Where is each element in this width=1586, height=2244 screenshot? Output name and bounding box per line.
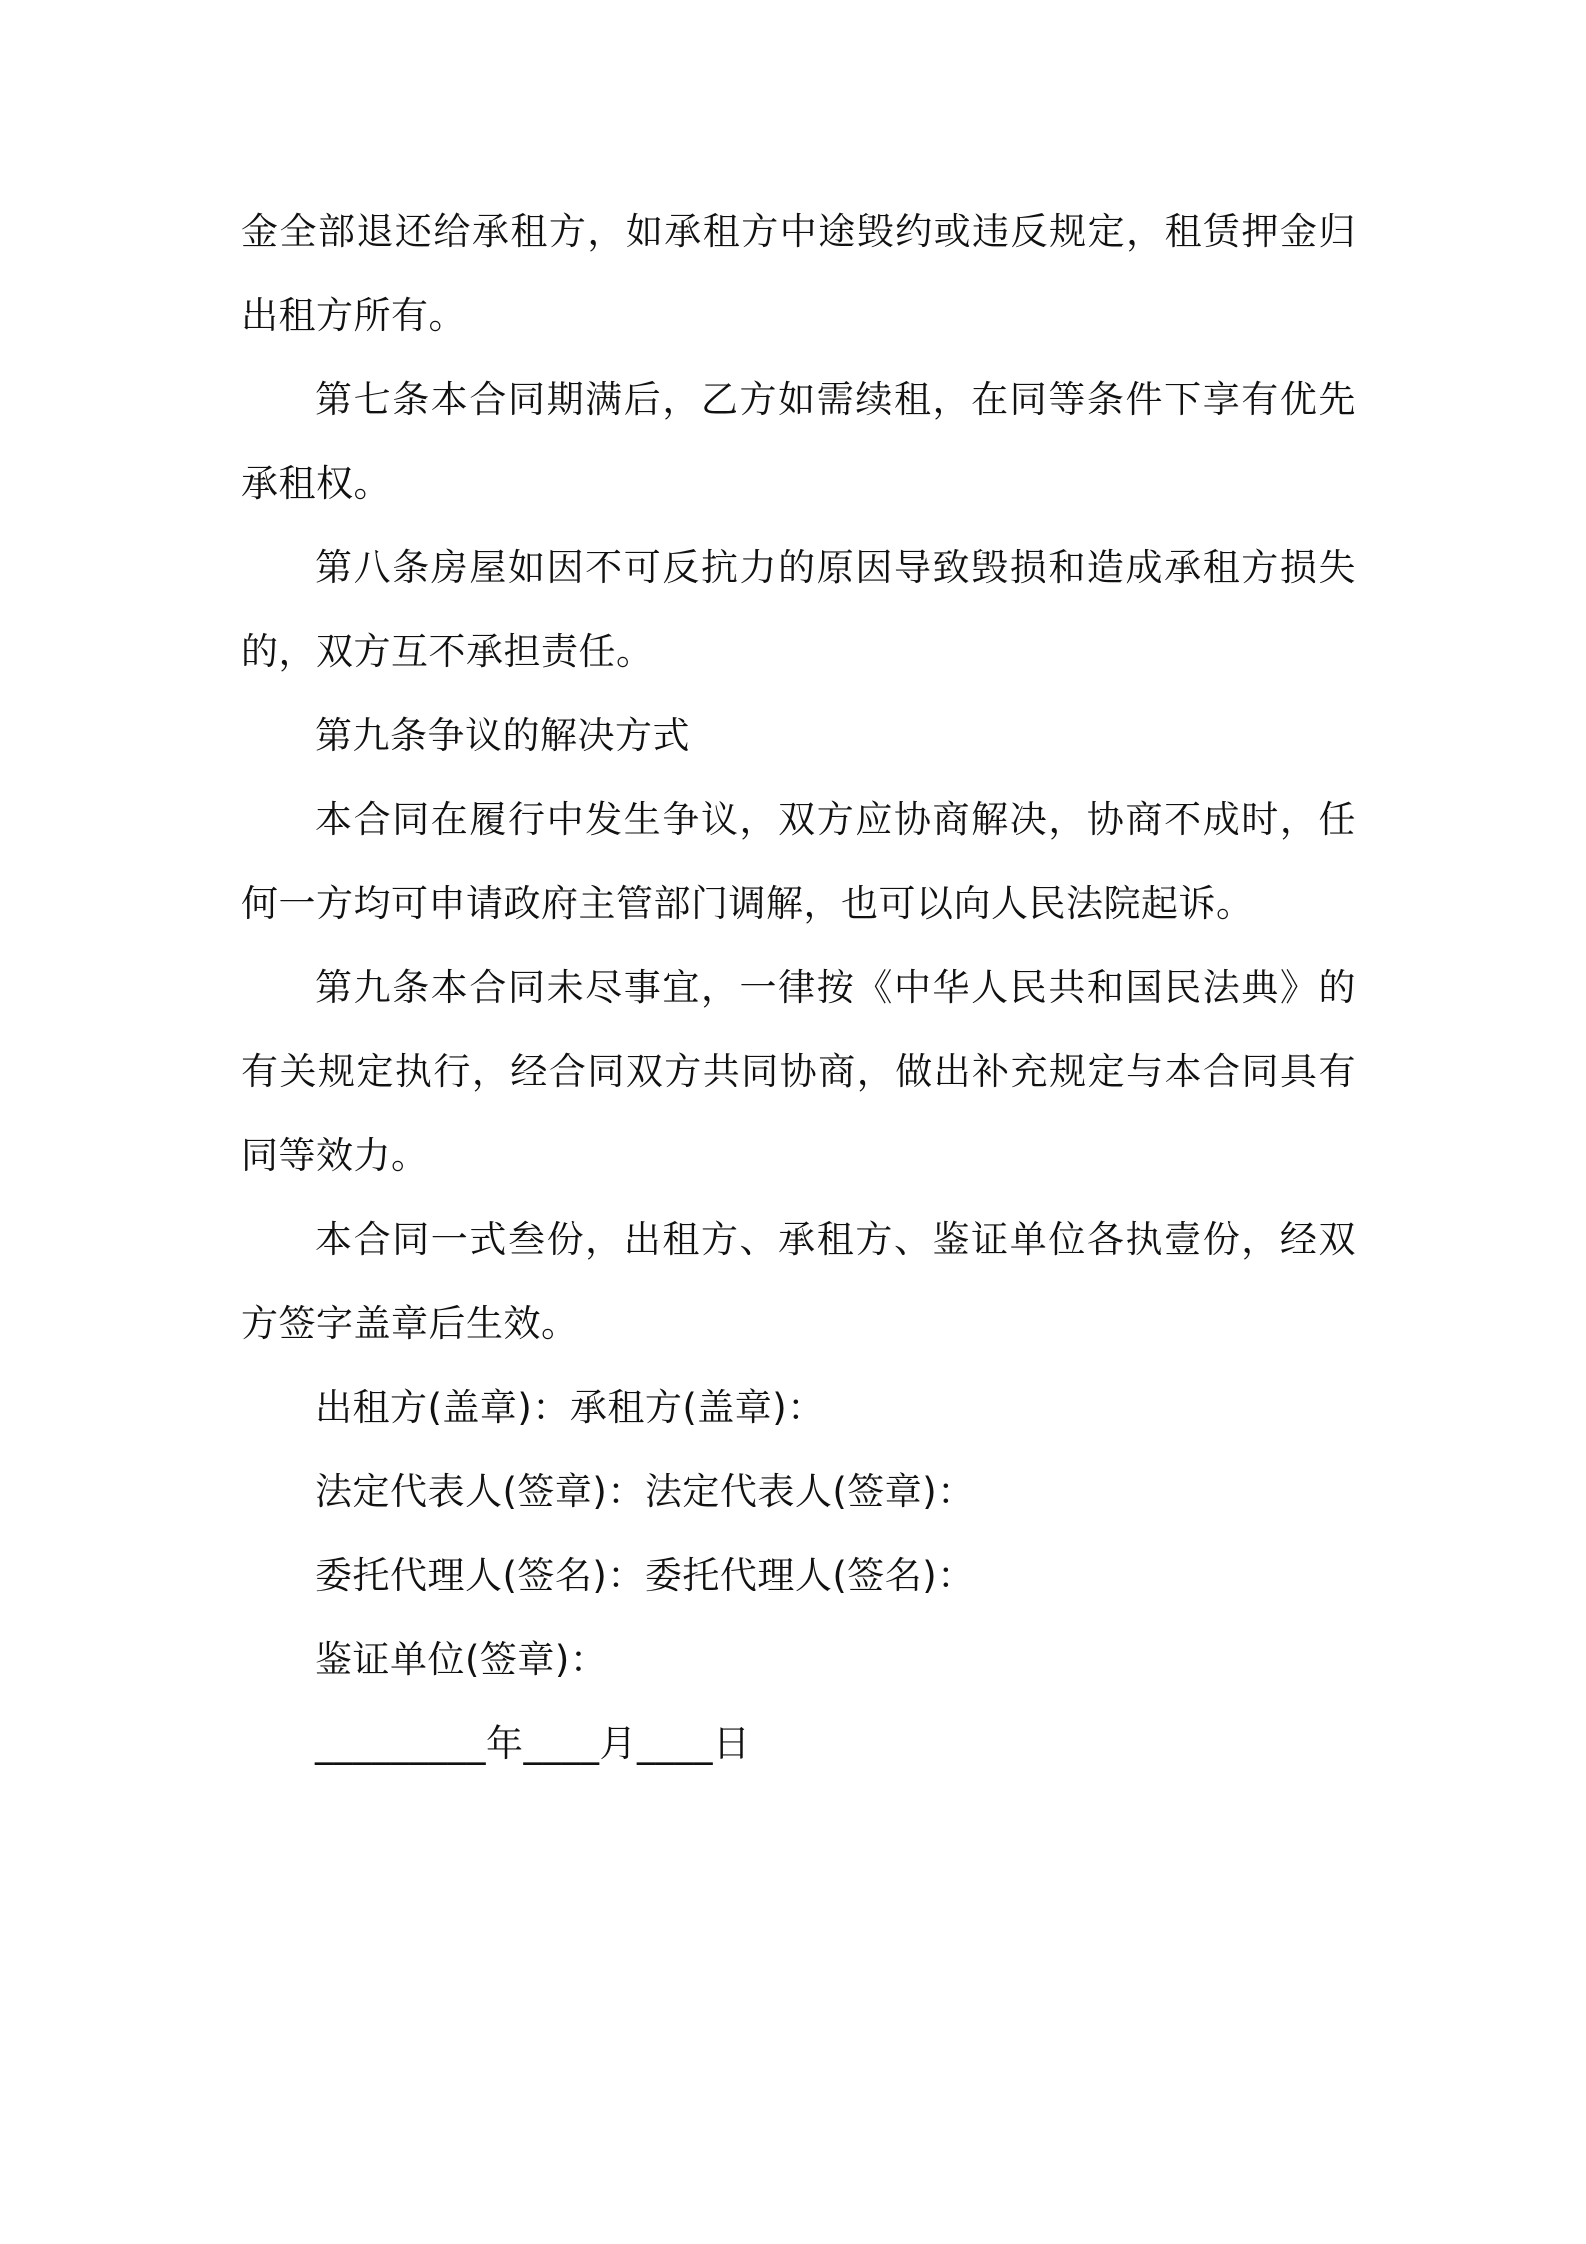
signature-notary-unit: 鉴证单位(签章)： xyxy=(315,1638,608,1681)
signature-legal-representatives: 法定代表人(签章)：法定代表人(签章)： xyxy=(315,1470,975,1513)
paragraph-copies: 本合同一式叁份，出租方、承租方、鉴证单位各执壹份，经双方签字盖章后生效。 xyxy=(241,1218,1356,1345)
signature-agents: 委托代理人(签名)：委托代理人(签名)： xyxy=(315,1554,975,1597)
paragraph-dispute-resolution: 本合同在履行中发生争议，双方应协商解决，协商不成时，任何一方均可申请政府主管部门调解，也可以向人民法院起诉。 xyxy=(241,798,1356,925)
paragraph-article-8: 第八条房屋如因不可反抗力的原因导致毁损和造成承租方损失的，双方互不承担责任。 xyxy=(241,546,1356,673)
paragraph-article-9-heading: 第九条争议的解决方式 xyxy=(315,714,690,757)
paragraph-continuation: 金全部退还给承租方，如承租方中途毁约或违反规定，租赁押金归出租方所有。 xyxy=(241,210,1356,337)
document-body xyxy=(241,190,1356,1786)
paragraph-article-7: 第七条本合同期满后，乙方如需续租，在同等条件下享有优先承租权。 xyxy=(241,378,1356,505)
paragraph-article-9-misc: 第九条本合同未尽事宜，一律按《中华人民共和国民法典》的有关规定执行，经合同双方共同协商，做出补充规定与本合同具有同等效力。 xyxy=(241,966,1356,1177)
signature-lessor-lessee: 出租方(盖章)：承租方(盖章)： xyxy=(315,1386,825,1429)
signature-date-line: _________年____月____日 xyxy=(315,1722,751,1765)
